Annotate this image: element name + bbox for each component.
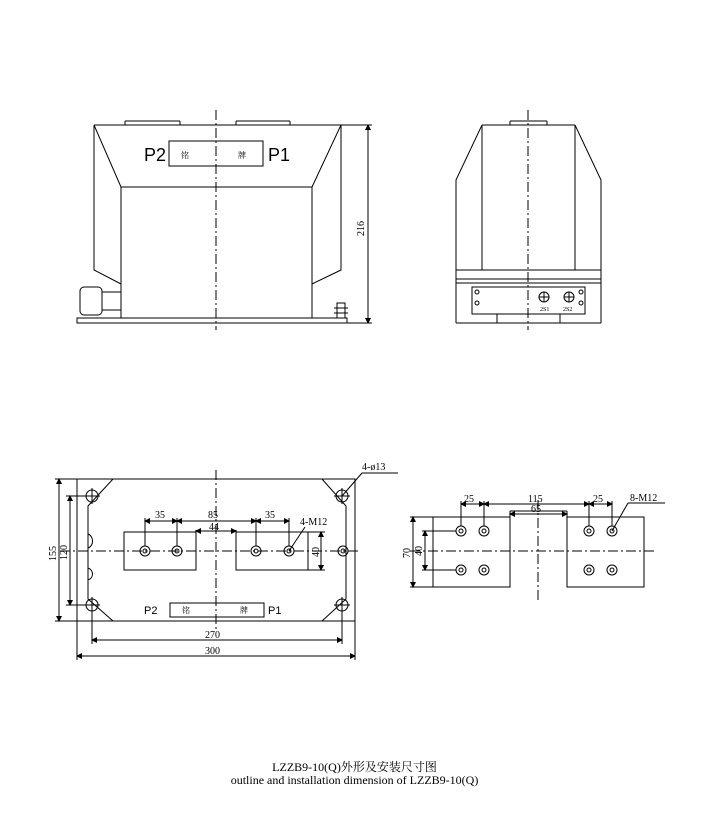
top-view xyxy=(55,470,398,660)
dim-216: 216 xyxy=(356,221,367,236)
side-view xyxy=(456,110,601,330)
nameplate-left-char: 铭 xyxy=(181,151,189,160)
dim-300: 300 xyxy=(205,646,220,657)
dim-25-left: 25 xyxy=(464,494,474,505)
side-terminal-left: 2S1 xyxy=(540,307,550,313)
p1-label-small: P1 xyxy=(268,605,282,617)
front-view xyxy=(77,110,372,330)
dim-44: 44 xyxy=(209,522,219,533)
dim-40-top: 40 xyxy=(311,547,322,557)
dim-4-m12: 4-M12 xyxy=(300,517,328,528)
dim-8-m12: 8-M12 xyxy=(630,493,658,504)
dim-25-right: 25 xyxy=(593,494,603,505)
p2-label-small: P2 xyxy=(144,605,158,617)
dim-85: 85 xyxy=(208,510,218,521)
dim-120: 120 xyxy=(59,545,70,560)
caption-english: outline and installation dimension of LZZB9-10(Q) xyxy=(230,773,479,787)
nameplate-right-char-small: 牌 xyxy=(240,606,248,615)
dim-115: 115 xyxy=(528,494,543,505)
dim-155: 155 xyxy=(48,546,59,561)
dim-65: 65 xyxy=(531,504,541,515)
terminal-detail xyxy=(410,500,665,600)
dim-4-d13: 4-ø13 xyxy=(362,462,386,473)
dim-35-right: 35 xyxy=(265,510,275,521)
p2-label: P2 xyxy=(144,145,167,165)
dim-35-left: 35 xyxy=(155,510,165,521)
dim-70: 70 xyxy=(402,548,413,558)
dim-40-side: 40 xyxy=(414,546,425,556)
p1-label: P1 xyxy=(268,145,291,165)
dim-270: 270 xyxy=(205,630,220,641)
nameplate-right-char: 牌 xyxy=(238,151,246,160)
side-terminal-right: 2S2 xyxy=(563,307,573,313)
nameplate-left-char-small: 铭 xyxy=(182,606,190,615)
caption-chinese: LZZB9-10(Q)外形及安装尺寸图 xyxy=(272,760,437,774)
